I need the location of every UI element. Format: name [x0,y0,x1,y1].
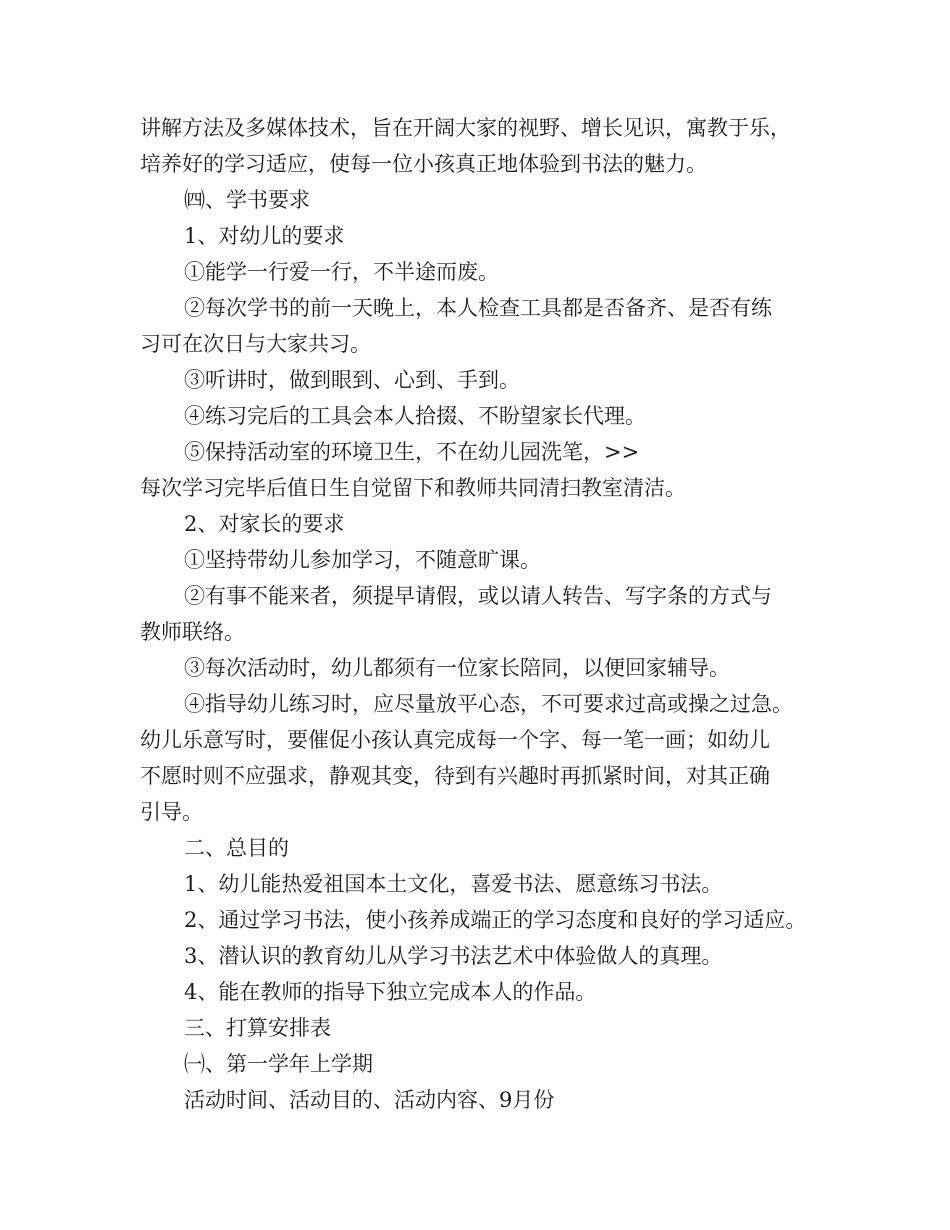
subsection-heading: 2、对家长的要求 [184,512,345,536]
list-item: ⑤保持活动室的环境卫生，不在幼儿园洗笔，>> [184,440,640,464]
list-item: ②每次学书的前一天晚上，本人检查工具都是否备齐、是否有练 [184,296,772,320]
text-line: 不愿时则不应强求，静观其变，待到有兴趣时再抓紧时间，对其正确 [140,764,770,788]
list-item: ④练习完后的工具会本人拾掇、不盼望家长代理。 [184,404,646,428]
section-heading: 二、总目的 [184,836,289,860]
list-item: 2、通过学习书法，使小孩养成端正的学习态度和良好的学习适应。 [184,908,807,932]
section-heading: 三、打算安排表 [184,1016,331,1040]
text-line: 教师联络。 [140,620,245,644]
list-item: ③听讲时，做到眼到、心到、手到。 [184,368,520,392]
list-item: 1、幼儿能热爱祖国本土文化，喜爱书法、愿意练习书法。 [184,872,723,896]
text-line: 习可在次日与大家共习。 [140,332,371,356]
list-item: ①能学一行爱一行，不半途而废。 [184,260,499,284]
text-line: 培养好的学习适应，使每一位小孩真正地体验到书法的魅力。 [140,152,707,176]
list-item: ①坚持带幼儿参加学习，不随意旷课。 [184,548,541,572]
text-line: 讲解方法及多媒体技术，旨在开阔大家的视野、增长见识，寓教于乐， [140,116,791,140]
text-line: 幼儿乐意写时，要催促小孩认真完成每一个字、每一笔一画；如幼儿 [140,728,770,752]
document-body [140,110,840,1118]
text-line: 活动时间、活动目的、活动内容、9月份 [184,1088,555,1112]
list-item: 3、潜认识的教育幼儿从学习书法艺术中体验做人的真理。 [184,944,723,968]
list-item: ②有事不能来者，须提早请假，或以请人转告、写字条的方式与 [184,584,772,608]
list-item: ③每次活动时，幼儿都须有一位家长陪同，以便回家辅导。 [184,656,730,680]
list-item: ④指导幼儿练习时，应尽量放平心态，不可要求过高或操之过急。 [184,692,793,716]
list-item: 4、能在教师的指导下独立完成本人的作品。 [184,980,597,1004]
subsection-heading: 1、对幼儿的要求 [184,224,345,248]
section-heading: ㈣、学书要求 [184,188,310,212]
subsection-heading: ㈠、第一学年上学期 [184,1052,373,1076]
text-line: 引导。 [140,800,203,824]
text-line: 每次学习完毕后值日生自觉留下和教师共同清扫教室清洁。 [140,476,686,500]
